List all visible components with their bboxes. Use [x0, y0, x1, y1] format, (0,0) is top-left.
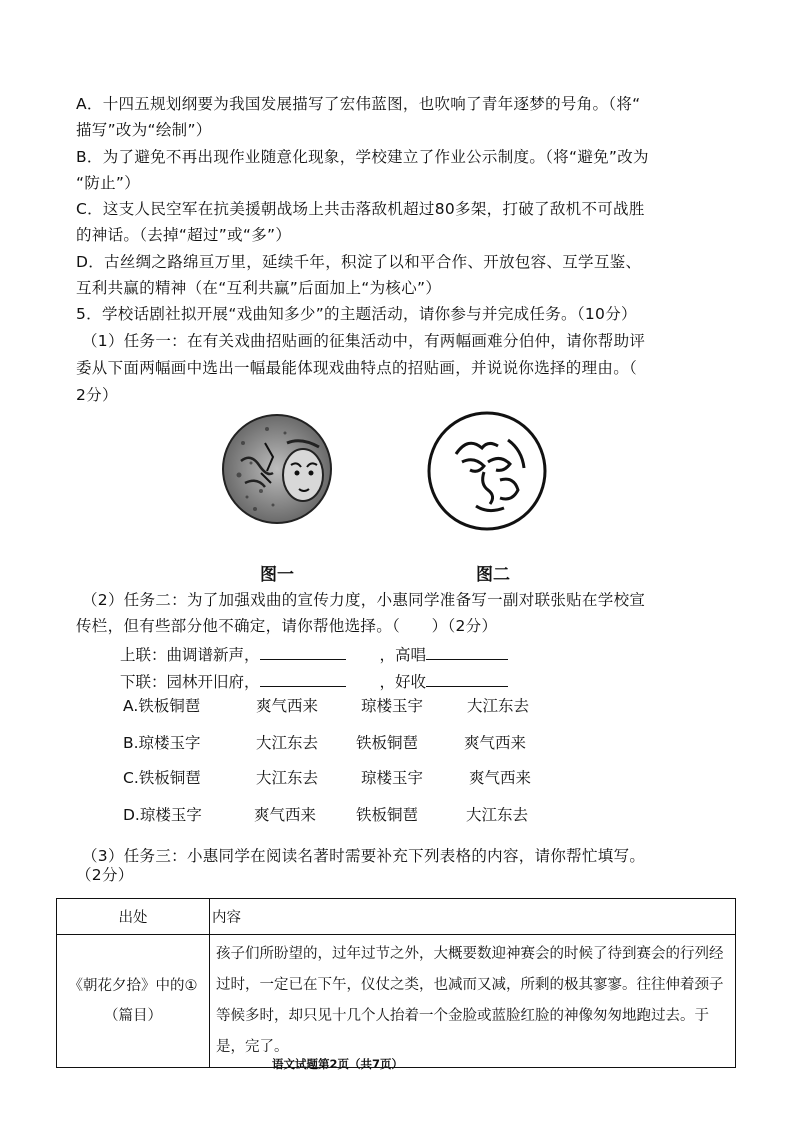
- option-c-line2: 的神话。（去掉“超过”或“多”）: [76, 226, 292, 244]
- couplet-lower-label: 下联：园林开旧府，: [120, 673, 260, 691]
- option-b-line1: B．为了避免不再出现作业随意化现象，学校建立了作业公示制度。（将“避免”改为: [76, 148, 649, 166]
- choice-a-2: 爽气西来: [256, 697, 319, 715]
- option-a-line2: 描写”改为“绘制”）: [76, 121, 212, 139]
- option-d-line1: D．古丝绸之路绵亘万里，延续千年，积淀了以和平合作、开放包容、互学互鉴、: [76, 253, 642, 271]
- choice-b-3: 铁板铜琶: [356, 734, 419, 752]
- choice-b-2: 大江东去: [256, 734, 319, 752]
- couplet-upper: [120, 643, 508, 665]
- choice-a-3: 琼楼玉宇: [361, 697, 424, 715]
- figure-2-caption: 图二: [476, 565, 510, 585]
- couplet-upper-blank-2[interactable]: [426, 643, 508, 660]
- choice-a-1[interactable]: A.铁板铜琶: [123, 697, 201, 715]
- question-5-title: 5．学校话剧社拟开展“戏曲知多少”的主题活动，请你参与并完成任务。（10分）: [76, 305, 637, 323]
- choice-c-2: 大江东去: [256, 769, 319, 787]
- choice-d-2: 爽气西来: [254, 806, 317, 824]
- couplet-upper-blank-1[interactable]: [260, 643, 346, 660]
- task3-line1: （3）任务三：小惠同学在阅读名著时需要补充下列表格的内容，请你帮忙填写。: [82, 847, 646, 865]
- option-d-line2: 互利共赢的精神（在“互利共赢”后面加上“为核心”）: [76, 279, 442, 297]
- table-cell-source[interactable]: 《朝花夕拾》中的①（篇目）: [57, 935, 210, 1068]
- table-header-source: 出处: [57, 899, 210, 935]
- task1-line1: （1）任务一：在有关戏曲招贴画的征集活动中，有两幅画难分伯仲，请你帮助评: [82, 332, 646, 350]
- couplet-upper-mid: ，高唱: [379, 646, 427, 664]
- choice-c-4: 爽气西来: [469, 769, 532, 787]
- table-row: [57, 935, 736, 1068]
- couplet-lower-blank-1[interactable]: [260, 670, 346, 687]
- choice-d-1[interactable]: D.琼楼玉字: [123, 806, 202, 824]
- choice-b-1[interactable]: B.琼楼玉字: [123, 734, 201, 752]
- couplet-lower: [120, 670, 508, 692]
- figure-1-caption: 图一: [260, 565, 294, 585]
- poster-figure-1: [221, 413, 333, 525]
- couplet-upper-label: 上联：曲调谱新声，: [120, 646, 260, 664]
- poster-figure-2: [426, 410, 548, 532]
- page-footer: 语文试题第2页（共7页）: [272, 1057, 404, 1071]
- choice-b-4: 爽气西来: [464, 734, 527, 752]
- choice-d-4: 大江东去: [466, 806, 529, 824]
- choice-a-4: 大江东去: [467, 697, 530, 715]
- table-header-content: 内容: [210, 899, 736, 935]
- task1-line2: 委从下面两幅画中选出一幅最能体现戏曲特点的招贴画，并说说你选择的理由。（: [76, 359, 638, 377]
- couplet-lower-blank-2[interactable]: [426, 670, 508, 687]
- option-a-line1: A．十四五规划纲要为我国发展描写了宏伟蓝图，也吹响了青年逐梦的号角。（将“: [76, 95, 641, 113]
- task2-line1: （2）任务二：为了加强戏曲的宣传力度，小惠同学准备写一副对联张贴在学校宣: [82, 591, 646, 609]
- poster-figure-2-art: [426, 410, 548, 532]
- table-header-row: [57, 899, 736, 935]
- choice-d-3: 铁板铜琶: [356, 806, 419, 824]
- task1-line3: 2分）: [76, 386, 118, 404]
- couplet-lower-mid: ，好收: [379, 673, 427, 691]
- option-b-line2: “防止”）: [76, 174, 141, 192]
- table-cell-content: 孩子们所盼望的，过年过节之外，大概要数迎神赛会的时候了待到赛会的行列经过时，一定已在下午，仪仗之类，也减而又减，所剩的极其寥寥。往往伸着颈子等候多时，却只见十几个人抬着一个金脸或蓝脸红脸的神像匆匆地跑过去。于是，完了。: [210, 935, 736, 1068]
- choice-c-3: 琼楼玉宇: [361, 769, 424, 787]
- task2-line2: 传栏，但有些部分他不确定，请你帮他选择。（ ）（2分）: [76, 617, 498, 635]
- poster-figure-1-art: [221, 413, 333, 525]
- task3-line2: （2分）: [76, 866, 134, 884]
- option-c-line1: C．这支人民空军在抗美援朝战场上共击落敌机超过80多架，打破了敌机不可战胜: [76, 200, 645, 218]
- reading-table: [56, 898, 736, 1068]
- choice-c-1[interactable]: C.铁板铜琶: [123, 769, 201, 787]
